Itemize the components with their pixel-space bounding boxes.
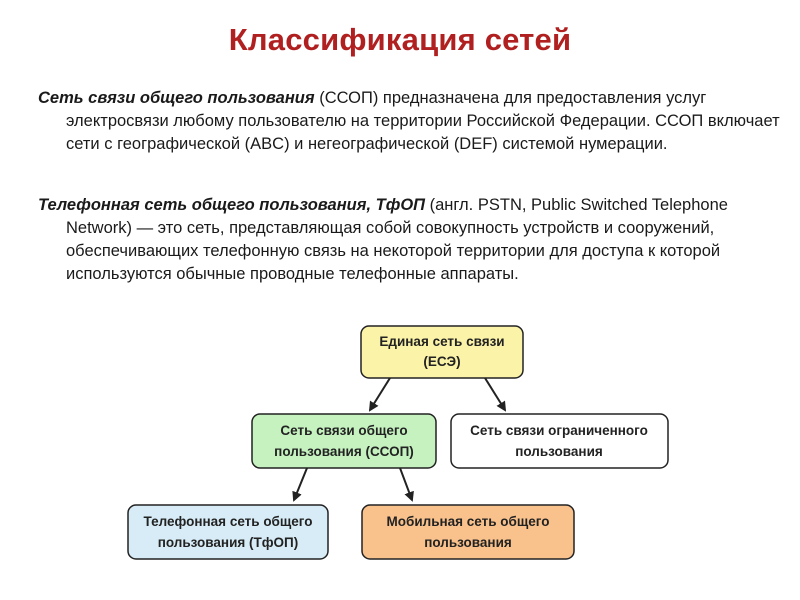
node-ese-line1: Единая сеть связи: [379, 334, 505, 349]
term-tfop: Телефонная сеть общего пользования, ТфОП: [38, 196, 426, 214]
node-restricted-line1: Сеть связи ограниченного: [470, 423, 648, 438]
definition-ssop-text: (ССОП) предназначена для предоставления услуг электросвязи любому пользователю на территории Российской Федерации. ССОП включает сети с географической (ABC) и негеографической (DEF) системой нумерации.: [66, 89, 780, 153]
node-ssop-line1: Сеть связи общего: [280, 423, 408, 438]
node-restricted-line2: пользования: [515, 444, 603, 459]
node-mobile-line1: Мобильная сеть общего: [386, 514, 550, 529]
arrow-ssop-to-tfop: [294, 468, 307, 500]
page-title: Классификация сетей: [228, 22, 572, 57]
arrow-ese-to-ssop: [370, 378, 390, 410]
node-tfop-line2: пользования (ТфОП): [157, 535, 299, 550]
node-ese: [361, 326, 523, 378]
node-ese-line2: (ЕСЭ): [423, 354, 461, 369]
arrow-ssop-to-mobile: [400, 468, 412, 500]
term-ssop: Сеть связи общего пользования: [38, 89, 315, 107]
node-mobile-line2: пользования: [424, 535, 512, 550]
node-ssop-line2: пользования (ССОП): [274, 444, 414, 459]
node-restricted: [451, 414, 668, 468]
node-tfop-line1: Телефонная сеть общего: [143, 514, 313, 529]
definition-tfop-text: (англ. PSTN, Public Switched Telephone Network) — это сеть, представляющая собой совокупность устройств и сооружений, обеспечивающих телефонную связь на некоторой территории для доступа к которой используются обычные проводные телефонные аппараты.: [66, 196, 728, 283]
arrow-ese-to-restricted: [485, 378, 505, 410]
node-ssop: [252, 414, 436, 468]
node-mobile: [362, 505, 574, 559]
node-tfop: [128, 505, 328, 559]
